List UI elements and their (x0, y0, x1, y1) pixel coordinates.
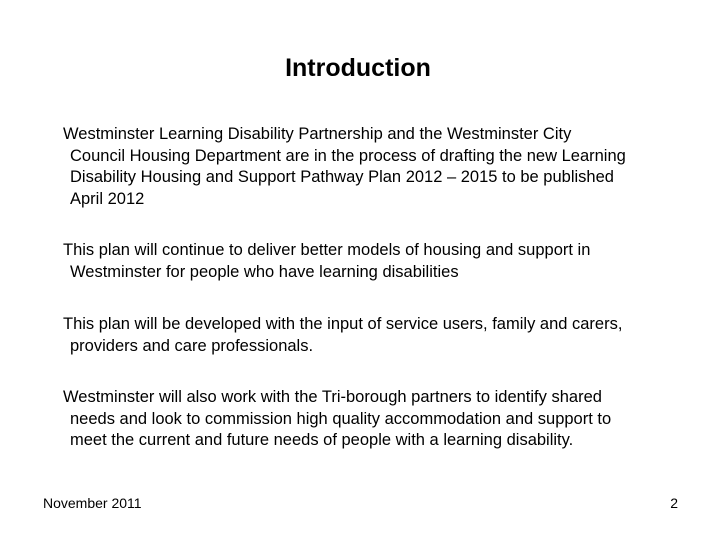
text-line: Westminster will also work with the Tri-borough partners to identify shared (63, 388, 602, 406)
text-line: needs and look to commission high quality accommodation and support to (70, 409, 612, 428)
page-number: 2 (670, 495, 678, 511)
paragraph-2 (63, 240, 693, 283)
text-line: Council Housing Department are in the process of drafting the new Learning (70, 146, 626, 165)
text-line: meet the current and future needs of people with a learning disability. (70, 431, 574, 449)
paragraph-3 (63, 314, 693, 357)
text-line: providers and care professionals. (70, 336, 314, 355)
page-title (0, 54, 720, 83)
text-line: This plan will be developed with the input of service users, family and carers, (63, 315, 623, 333)
text-line: This plan will continue to deliver better models of housing and support in (63, 241, 591, 259)
footer-date: November 2011 (43, 495, 142, 511)
text-line: Disability Housing and Support Pathway Plan 2012 – 2015 to be published (70, 168, 614, 186)
text-line: Westminster Learning Disability Partnership and the Westminster City (63, 125, 572, 143)
text-line: Westminster for people who have learning disabilities (70, 262, 459, 281)
paragraph-1 (63, 124, 693, 210)
text-line: April 2012 (70, 189, 145, 208)
title-text: Introduction (285, 54, 431, 82)
paragraph-4 (63, 387, 693, 452)
